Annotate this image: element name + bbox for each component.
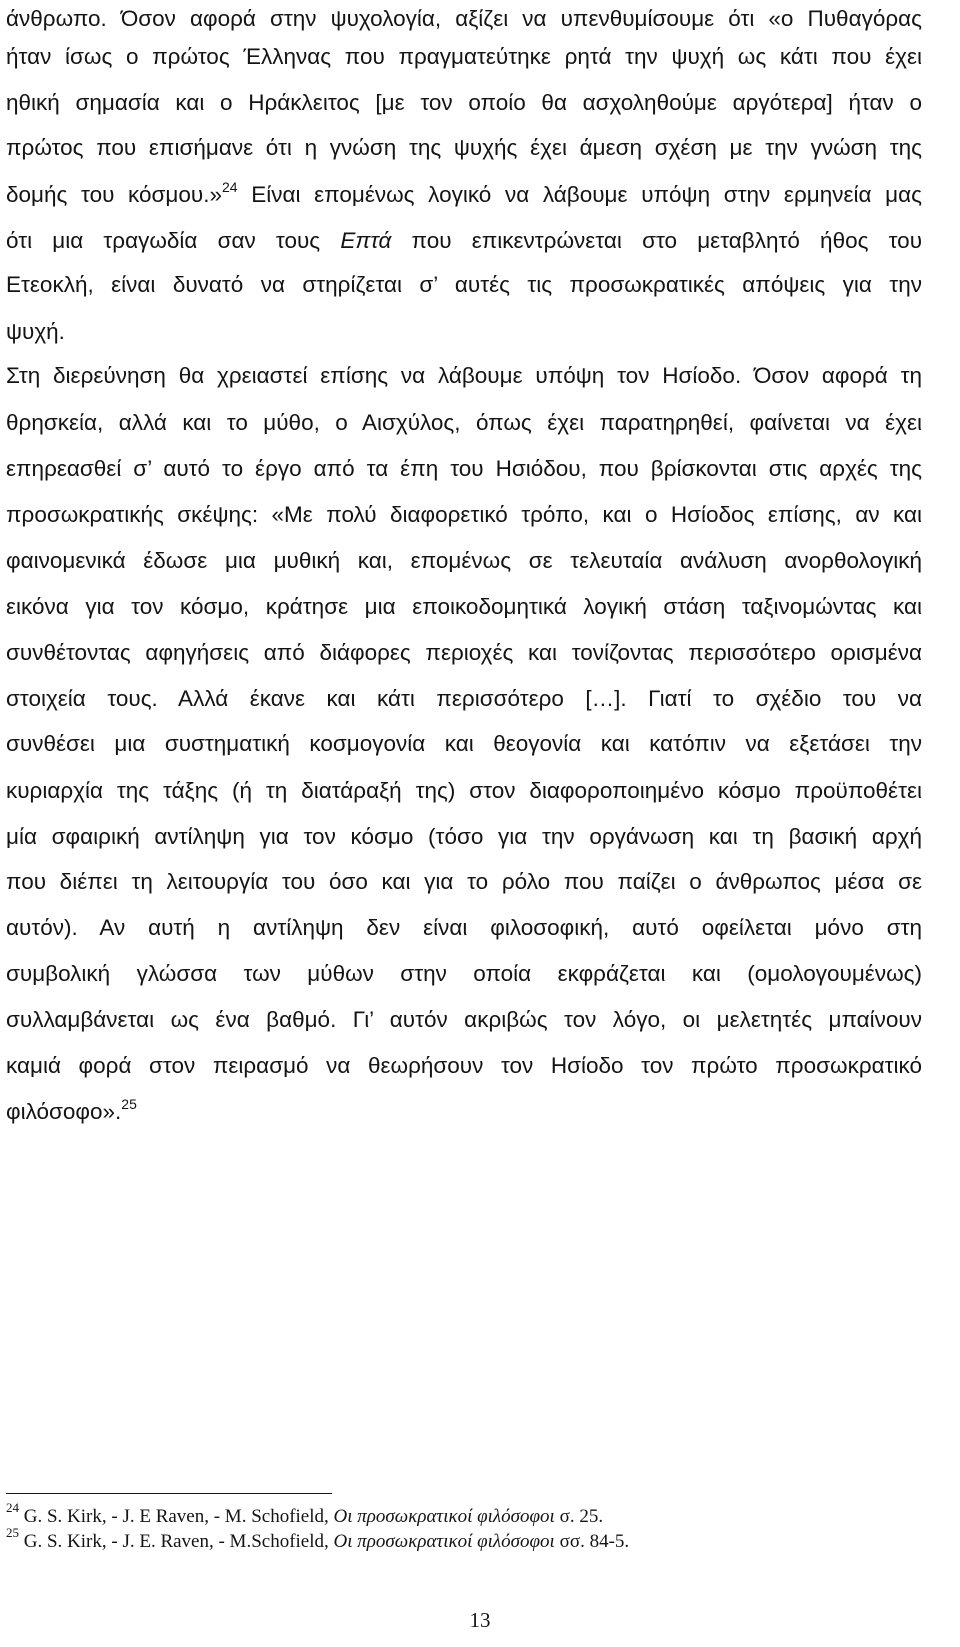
footnote-text: G. S. Kirk, - J. E. Raven, - M.Schofield, — [19, 1531, 334, 1552]
text-run: στοιχεία τους. Αλλά έκανε και κάτι περισσότερο […]. Γιατί το σχέδιο του να — [6, 686, 922, 711]
text-run: συμβολική γλώσσα των μύθων στην οποία εκφράζεται και (ομολογουμένως) — [6, 961, 922, 986]
text-run: ότι μια τραγωδία σαν τους — [6, 228, 341, 253]
text-run: συνθέσει μια συστηματική κοσμογονία και θεογονία και κατόπιν να εξετάσει την — [6, 731, 922, 756]
body-line — [6, 913, 922, 943]
body-line — [6, 408, 922, 438]
text-run: συνθέτοντας αφηγήσεις από διάφορες περιοχές και τονίζοντας περισσότερο ορισμένα — [6, 640, 922, 665]
text-run: συλλαμβάνεται ως ένα βαθμό. Γι’ αυτόν ακριβώς τον λόγο, οι μελετητές μπαίνουν — [6, 1007, 922, 1032]
text-run: ηθική σημασία και ο Ηράκλειτος [με τον οποίο θα ασχοληθούμε αργότερα] ήταν ο — [6, 90, 922, 115]
text-run: Είναι επομένως λογικό να λάβουμε υπόψη στην ερμηνεία μας — [237, 182, 922, 207]
text-run: φαινομενικά έδωσε μια μυθική και, επομένως σε τελευταία ανάλυση ανορθολογική — [6, 548, 922, 573]
body-line — [6, 454, 922, 484]
text-run: προσωκρατικής σκέψης: «Με πολύ διαφορετικό τρόπο, και ο Ησίοδος επίσης, αν και — [6, 502, 922, 527]
body-line — [6, 270, 922, 300]
text-run: πρώτος που επισήμανε ότι η γνώση της ψυχής έχει άμεση σχέση με την γνώση της — [6, 135, 922, 160]
text-run: εικόνα για τον κόσμο, κράτησε μια εποικοδομητικά λογική στάση ταξινομώντας και — [6, 594, 922, 619]
body-line — [6, 133, 922, 163]
body-line — [6, 638, 922, 668]
body-line — [6, 4, 922, 34]
body-line — [6, 88, 922, 118]
text-run: που διέπει τη λειτουργία του όσο και για το ρόλο που παίζει ο άνθρωπος μέσα σε — [6, 869, 922, 894]
italic-title: Επτά — [340, 228, 392, 253]
text-run: Ετεοκλή, είναι δυνατό να στηρίζεται σ’ αυτές τις προσωκρατικές απόψεις για την — [6, 272, 922, 297]
body-line — [6, 822, 922, 852]
text-run: μία σφαιρική αντίληψη για τον κόσμο (τόσο για την οργάνωση και τη βασική αρχή — [6, 824, 922, 849]
text-run: φιλόσοφο». — [6, 1099, 122, 1124]
footnote-book-title: Οι προσωκρατικοί φιλόσοφοι — [333, 1506, 555, 1527]
footnote-number: 25 — [6, 1524, 19, 1540]
text-run: κυριαρχία της τάξης (ή τη διατάραξή της) στον διαφοροποιημένο κόσμο προϋποθέτει — [6, 778, 922, 803]
body-line — [6, 776, 922, 806]
footnote-text: σσ. 84-5. — [554, 1531, 630, 1552]
footnote-marker: 24 — [221, 178, 238, 195]
body-line — [6, 317, 922, 347]
footnote-marker: 25 — [121, 1095, 137, 1112]
body-line — [6, 500, 922, 530]
footnote-text: σ. 25. — [554, 1506, 604, 1527]
footnote — [6, 1499, 604, 1529]
body-line — [6, 684, 922, 714]
text-run: καμιά φορά στον πειρασμό να θεωρήσουν τον Ησίοδο τον πρώτο προσωκρατικό — [6, 1053, 922, 1078]
body-line — [6, 959, 922, 989]
footnote — [6, 1524, 630, 1554]
body-line — [6, 1005, 922, 1035]
body-line — [6, 1051, 922, 1081]
body-line — [6, 729, 922, 759]
footnote-separator — [6, 1493, 332, 1494]
text-run: επηρεασθεί σ’ αυτό το έργο από τα έπη του Ησιόδου, που βρίσκονται στις αρχές της — [6, 456, 922, 481]
text-run: δομής του κόσμου.» — [6, 182, 222, 207]
body-line — [6, 1097, 922, 1127]
text-run: άνθρωπο. Όσον αφορά στην ψυχολογία, αξίζει να υπενθυμίσουμε ότι «ο Πυθαγόρας — [6, 6, 922, 31]
body-line — [6, 592, 922, 622]
footnote-number: 24 — [6, 1499, 19, 1515]
body-line — [6, 180, 922, 210]
footnote-book-title: Οι προσωκρατικοί φιλόσοφοι — [333, 1531, 555, 1552]
text-run: που επικεντρώνεται στο μεταβλητό ήθος του — [391, 228, 922, 253]
text-run: Στη διερεύνηση θα χρειαστεί επίσης να λάβουμε υπόψη τον Ησίοδο. Όσον αφορά τη — [6, 363, 922, 388]
body-line — [6, 546, 922, 576]
page-number: 13 — [469, 1608, 491, 1632]
body-line — [6, 361, 922, 391]
body-line — [6, 226, 922, 256]
text-run: θρησκεία, αλλά και το μύθο, ο Αισχύλος, όπως έχει παρατηρηθεί, φαίνεται να έχει — [6, 410, 922, 435]
text-run: ήταν ίσως ο πρώτος Έλληνας που πραγματεύτηκε ρητά την ψυχή ως κάτι που έχει — [6, 44, 922, 69]
text-run: ψυχή. — [6, 319, 65, 344]
body-line — [6, 867, 922, 897]
text-run: αυτόν). Αν αυτή η αντίληψη δεν είναι φιλοσοφική, αυτό οφείλεται μόνο στη — [6, 915, 922, 940]
footnote-text: G. S. Kirk, - J. E Raven, - M. Schofield, — [19, 1506, 334, 1527]
body-line — [6, 42, 922, 72]
